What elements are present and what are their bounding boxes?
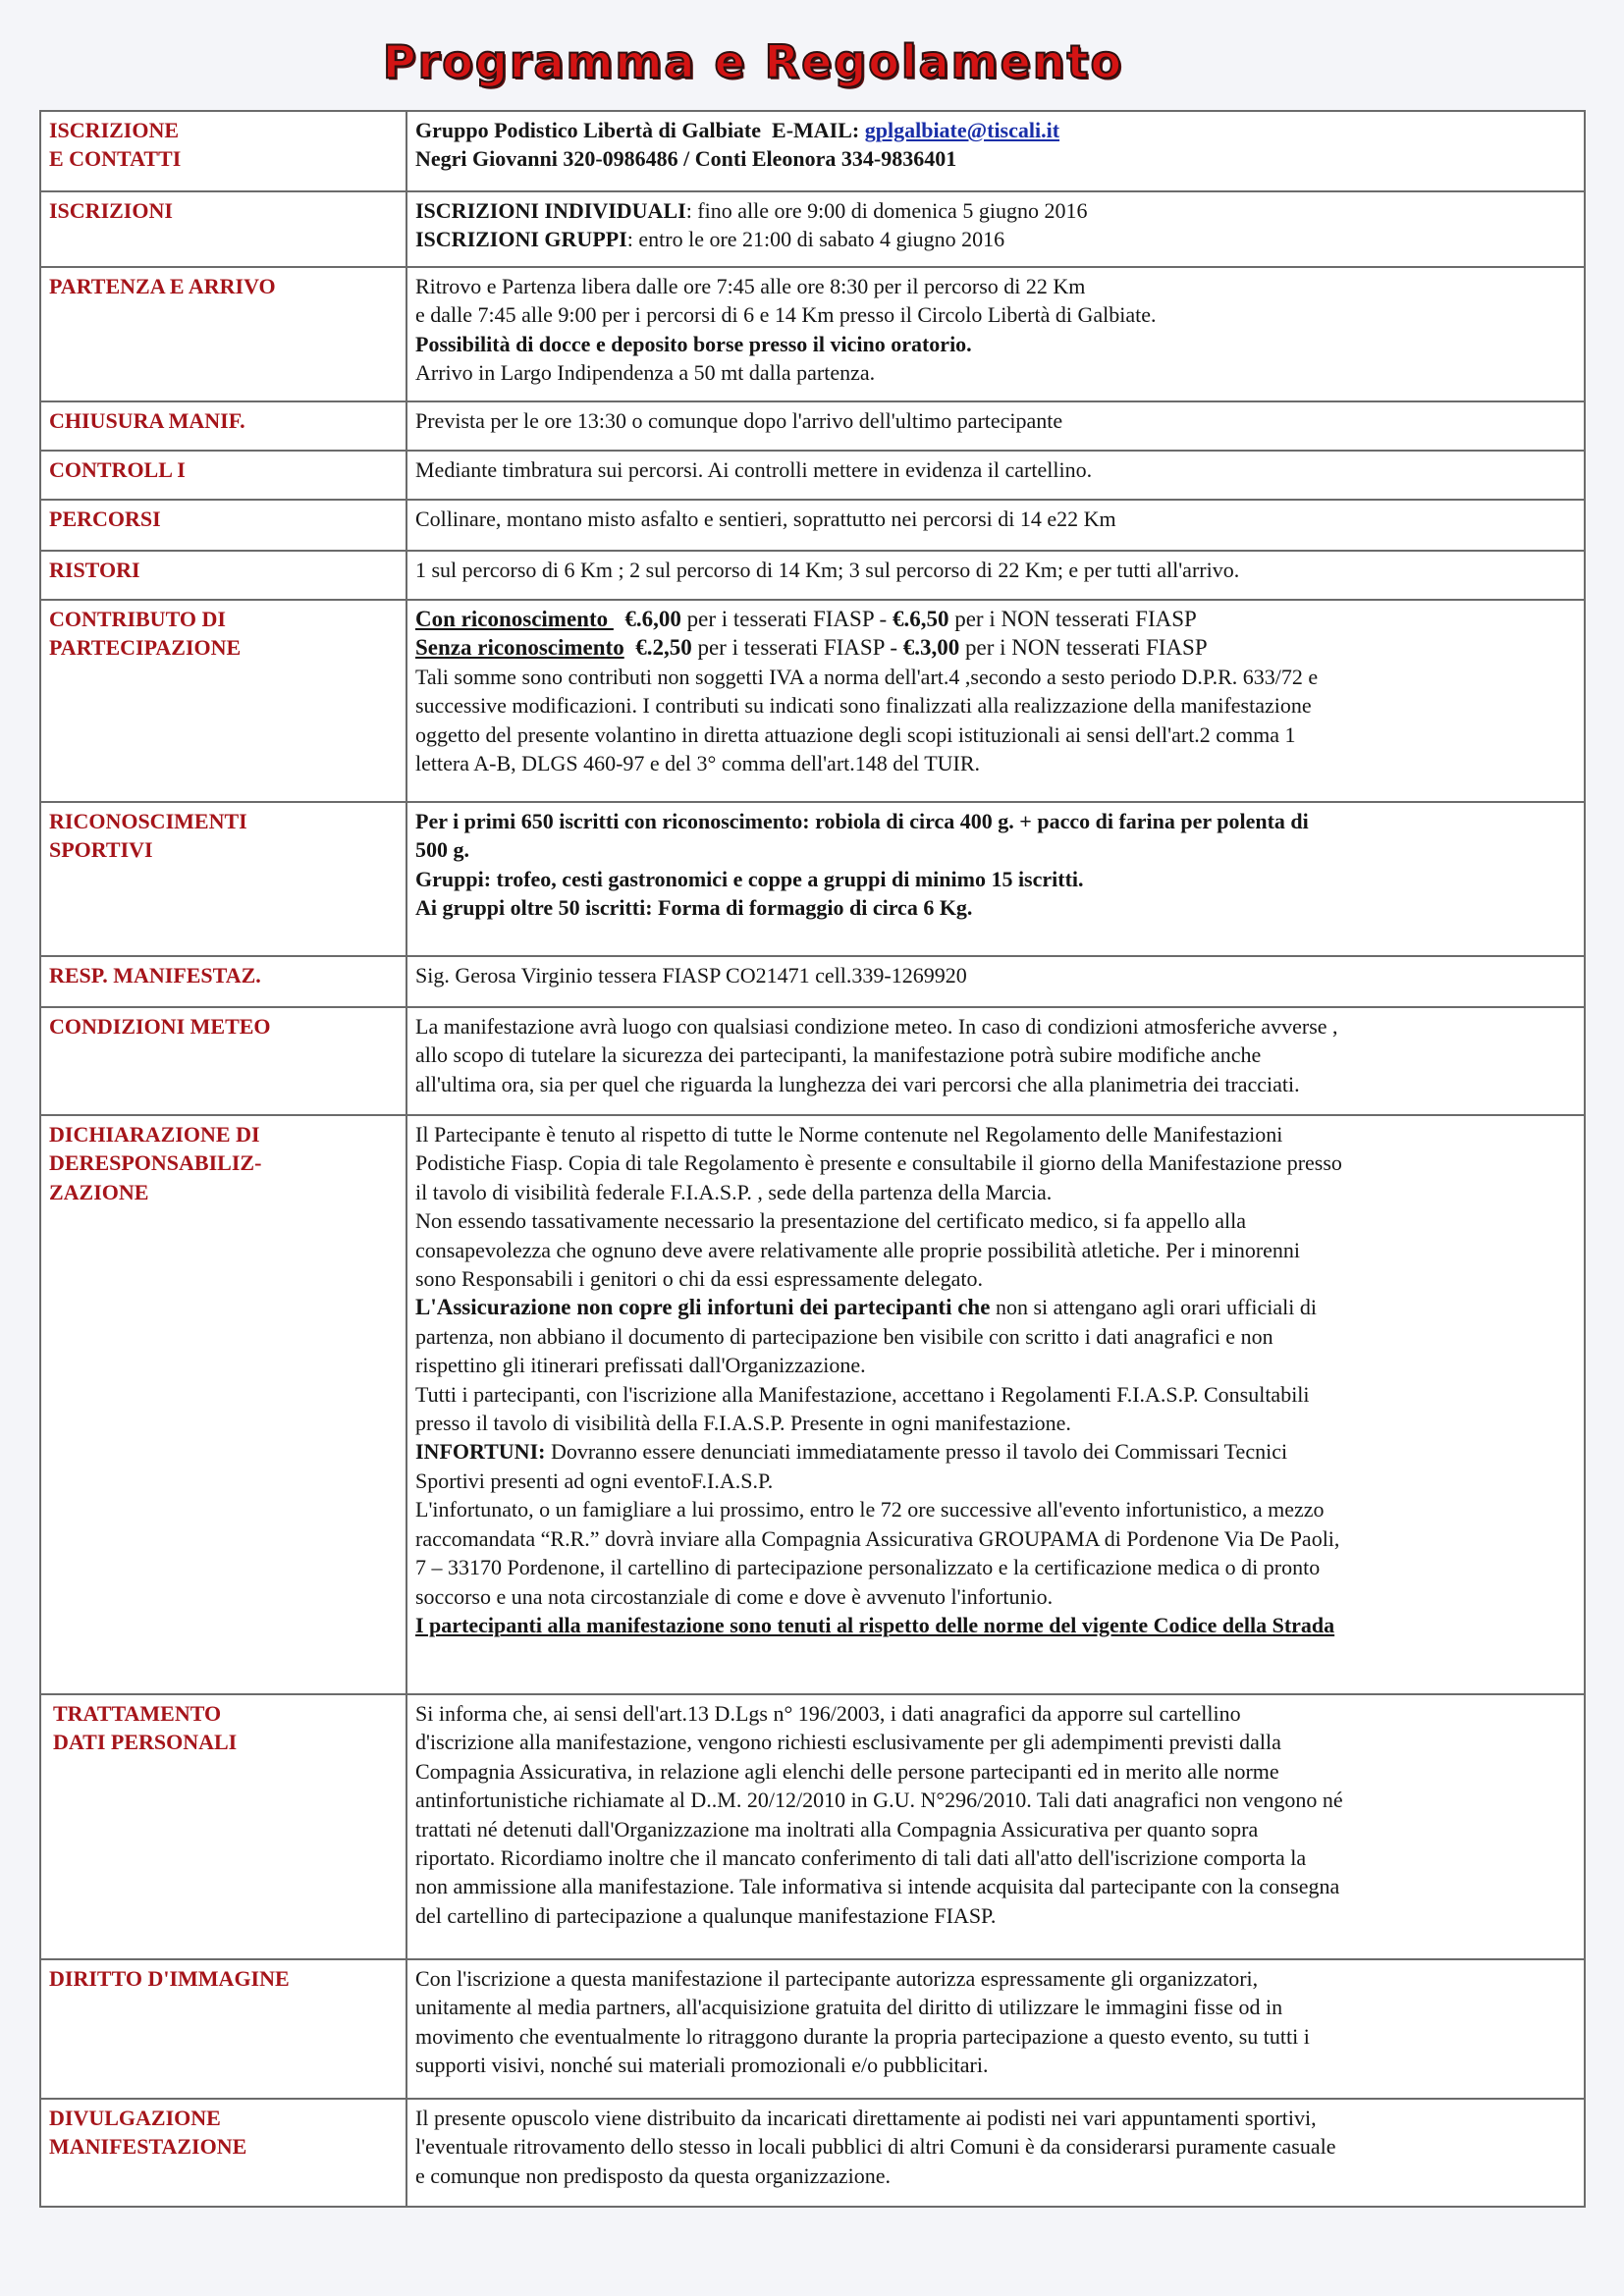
- value-dichiarazione: Il Partecipante è tenuto al rispetto di tutte le Norme contenute nel Regolamento delle Manifestazioni Podistiche Fiasp. Copia di tale Regolamento è presente e consultabile il giorno della Manifestazione presso il tavolo di visibilità federale F.I.A.S.P. , sede della partenza della Marcia. Non essendo tassativamente necessario la presentazione del certificato medico, si fa appello alla consapevolezza che ognuno deve avere relativamente alle proprie possibilità atletiche. Per i minorenni sono Responsabili i genitori o chi da essi espressamente delegato. L'Assicurazione non copre gli infortuni dei partecipanti che non si attengano agli orari ufficiali di partenza, non abbiano il documento di partecipazione ben visibile con scritto i dati anagrafici e non rispettino gli itinerari prefissati dall'Organizzazione. Tutti i partecipanti, con l'iscrizione alla Manifestazione, accettano i Regolamenti F.I.A.S.P. Consultabili presso il tavolo di visibilità della F.I.A.S.P. Presente in ogni manifestazione. INFORTUNI: Dovranno essere denunciati immediatamente presso il tavolo dei Commissari Tecnici Sportivi presenti ad ogni eventoF.I.A.S.P. L'infortunato, o un famigliare a lui prossimo, entro le 72 ore successive all'evento infortunistico, a mezzo raccomandata “R.R.” dovrà inviare alla Compagnia Assicurativa GROUPAMA di Pordenone Via De Paoli, 7 – 33170 Pordenone, il cartellino di partecipazione personalizzato e la certificazione medica o di pronto soccorso e una nota circostanziale di come e dove è avvenuto l'infortunio. I partecipanti alla manifestazione sono tenuti al rispetto delle norme del vigente Codice della Strada: [406, 1115, 1585, 1694]
- label-meteo: CONDIZIONI METEO: [40, 1007, 406, 1115]
- value-percorsi: Collinare, montano misto asfalto e sentieri, soprattutto nei percorsi di 14 e22 Km: [406, 500, 1585, 551]
- label-contributo: CONTRIBUTO DI PARTECIPAZIONE: [40, 600, 406, 802]
- value-ristori: 1 sul percorso di 6 Km ; 2 sul percorso di 14 Km; 3 sul percorso di 22 Km; e per tutti all'arrivo.: [406, 551, 1585, 600]
- row-controlli: [40, 451, 1585, 500]
- label-immagine: DIRITTO D'IMMAGINE: [40, 1959, 406, 2099]
- value-iscrizione-contatti: [406, 111, 1585, 191]
- row-iscrizioni: [40, 191, 1585, 267]
- regulation-table: [39, 110, 1586, 2208]
- page-title: Programma e Regolamento: [382, 35, 1124, 88]
- row-immagine: [40, 1959, 1585, 2099]
- row-iscrizione-contatti: [40, 111, 1585, 191]
- value-immagine: Con l'iscrizione a questa manifestazione il partecipante autorizza espressamente gli organizzatori, unitamente al media partners, all'acquisizione gratuita del diritto di utilizzare le immagini fisse od in movimento che eventualmente lo ritraggono durante la propria partecipazione a questo evento, su tutti i supporti visivi, nonché sui materiali promozionali e/o pubblicitari.: [406, 1959, 1585, 2099]
- row-resp: [40, 956, 1585, 1007]
- row-divulgazione: [40, 2099, 1585, 2207]
- value-contributo: Con riconoscimento €.6,00 per i tesserati FIASP - €.6,50 per i NON tesserati FIASP Senza riconoscimento €.2,50 per i tesserati FIASP - €.3,00 per i NON tesserati FIASP Tali somme sono contributi non soggetti IVA a norma dell'art.4 ,secondo a sesto periodo D.P.R. 633/72 e successive modificazioni. I contributi su indicati sono finalizzati alla realizzazione della manifestazione oggetto del presente volantino in diretta attuazione degli scopi istituzionali ai sensi dell'art.2 comma 1 lettera A-B, DLGS 460-97 e del 3° comma dell'art.148 del TUIR.: [406, 600, 1585, 802]
- label-ristori: RISTORI: [40, 551, 406, 600]
- row-ristori: [40, 551, 1585, 600]
- email-label: E-MAIL:: [772, 118, 860, 142]
- label-percorsi: PERCORSI: [40, 500, 406, 551]
- codice-strada-note: I partecipanti alla manifestazione sono tenuti al rispetto delle norme del vigente Codice della Strada: [415, 1612, 1335, 1637]
- value-divulgazione: Il presente opuscolo viene distribuito da incaricati direttamente ai podisti nei vari appuntamenti sportivi, l'eventuale ritrovamento dello stesso in locali pubblici di altri Comuni è da considerarsi puramente casuale e comunque non predisposto da questa organizzazione.: [406, 2099, 1585, 2207]
- row-contributo: [40, 600, 1585, 802]
- label-divulgazione: DIVULGAZIONE MANIFESTAZIONE: [40, 2099, 406, 2207]
- row-dichiarazione: [40, 1115, 1585, 1694]
- row-trattamento: [40, 1694, 1585, 1959]
- value-meteo: La manifestazione avrà luogo con qualsiasi condizione meteo. In caso di condizioni atmosferiche avverse , allo scopo di tutelare la sicurezza dei partecipanti, la manifestazione potrà subire modifiche anche all'ultima ora, sia per quel che riguarda la lunghezza dei vari percorsi che alla planimetria dei tracciati.: [406, 1007, 1585, 1115]
- row-partenza: [40, 267, 1585, 401]
- value-partenza: Ritrovo e Partenza libera dalle ore 7:45 alle ore 8:30 per il percorso di 22 Km e dalle 7:45 alle 9:00 per i percorsi di 6 e 14 Km presso il Circolo Libertà di Galbiate. Possibilità di docce e deposito borse presso il vicino oratorio. Arrivo in Largo Indipendenza a 50 mt dalla partenza.: [406, 267, 1585, 401]
- email-link[interactable]: gplgalbiate@tiscali.it: [864, 118, 1060, 142]
- value-controlli: Mediante timbratura sui percorsi. Ai controlli mettere in evidenza il cartellino.: [406, 451, 1585, 500]
- org-name: Gruppo Podistico Libertà di Galbiate: [415, 118, 762, 142]
- value-trattamento: Si informa che, ai sensi dell'art.13 D.Lgs n° 196/2003, i dati anagrafici da apporre sul cartellino d'iscrizione alla manifestazione, vengono richiesti esclusivamente per gli adempimenti previsti dalla Compagnia Assicurativa, in relazione agli elenchi delle persone partecipanti ed in merito alle norme antinfortunistiche richiamate al D..M. 20/12/2010 in G.U. N°296/2010. Tali dati anagrafici non vengono né trattati né detenuti dall'Organizzazione ma inoltrati alla Compagnia Assicurativa per quanto sopra riportato. Ricordiamo inoltre che il mancato conferimento di tali dati all'atto dell'iscrizione comporta la non ammissione alla manifestazione. Tale informativa si intende acquisita dal partecipante con la consegna del cartellino di partecipazione a qualunque manifestazione FIASP.: [406, 1694, 1585, 1959]
- label-partenza: PARTENZA E ARRIVO: [40, 267, 406, 401]
- value-resp: Sig. Gerosa Virginio tessera FIASP CO21471 cell.339-1269920: [406, 956, 1585, 1007]
- label-iscrizione-contatti: ISCRIZIONE E CONTATTI: [40, 111, 406, 191]
- label-chiusura: CHIUSURA MANIF.: [40, 401, 406, 451]
- row-chiusura: [40, 401, 1585, 451]
- con-riconoscimento: Con riconoscimento: [415, 607, 614, 631]
- value-riconoscimenti: Per i primi 650 iscritti con riconoscimento: robiola di circa 400 g. + pacco di farina per polenta di 500 g. Gruppi: trofeo, cesti gastronomici e coppe a gruppi di minimo 15 iscritti. Ai gruppi oltre 50 iscritti: Forma di formaggio di circa 6 Kg.: [406, 802, 1585, 956]
- row-percorsi: [40, 500, 1585, 551]
- label-iscrizioni: ISCRIZIONI: [40, 191, 406, 267]
- contacts-text: Negri Giovanni 320-0986486 / Conti Eleonora 334-9836401: [415, 146, 957, 172]
- label-resp: RESP. MANIFESTAZ.: [40, 956, 406, 1007]
- value-iscrizioni: ISCRIZIONI INDIVIDUALI: fino alle ore 9:00 di domenica 5 giugno 2016 ISCRIZIONI GRUPPI: entro le ore 21:00 di sabato 4 giugno 2016: [406, 191, 1585, 267]
- label-trattamento: TRATTAMENTO DATI PERSONALI: [40, 1694, 406, 1959]
- row-riconoscimenti: [40, 802, 1585, 956]
- label-riconoscimenti: RICONOSCIMENTI SPORTIVI: [40, 802, 406, 956]
- row-meteo: [40, 1007, 1585, 1115]
- label-dichiarazione: DICHIARAZIONE DI DERESPONSABILIZ- ZAZIONE: [40, 1115, 406, 1694]
- senza-riconoscimento: Senza riconoscimento: [415, 635, 624, 661]
- label-controlli: CONTROLL I: [40, 451, 406, 500]
- value-chiusura: Prevista per le ore 13:30 o comunque dopo l'arrivo dell'ultimo partecipante: [406, 401, 1585, 451]
